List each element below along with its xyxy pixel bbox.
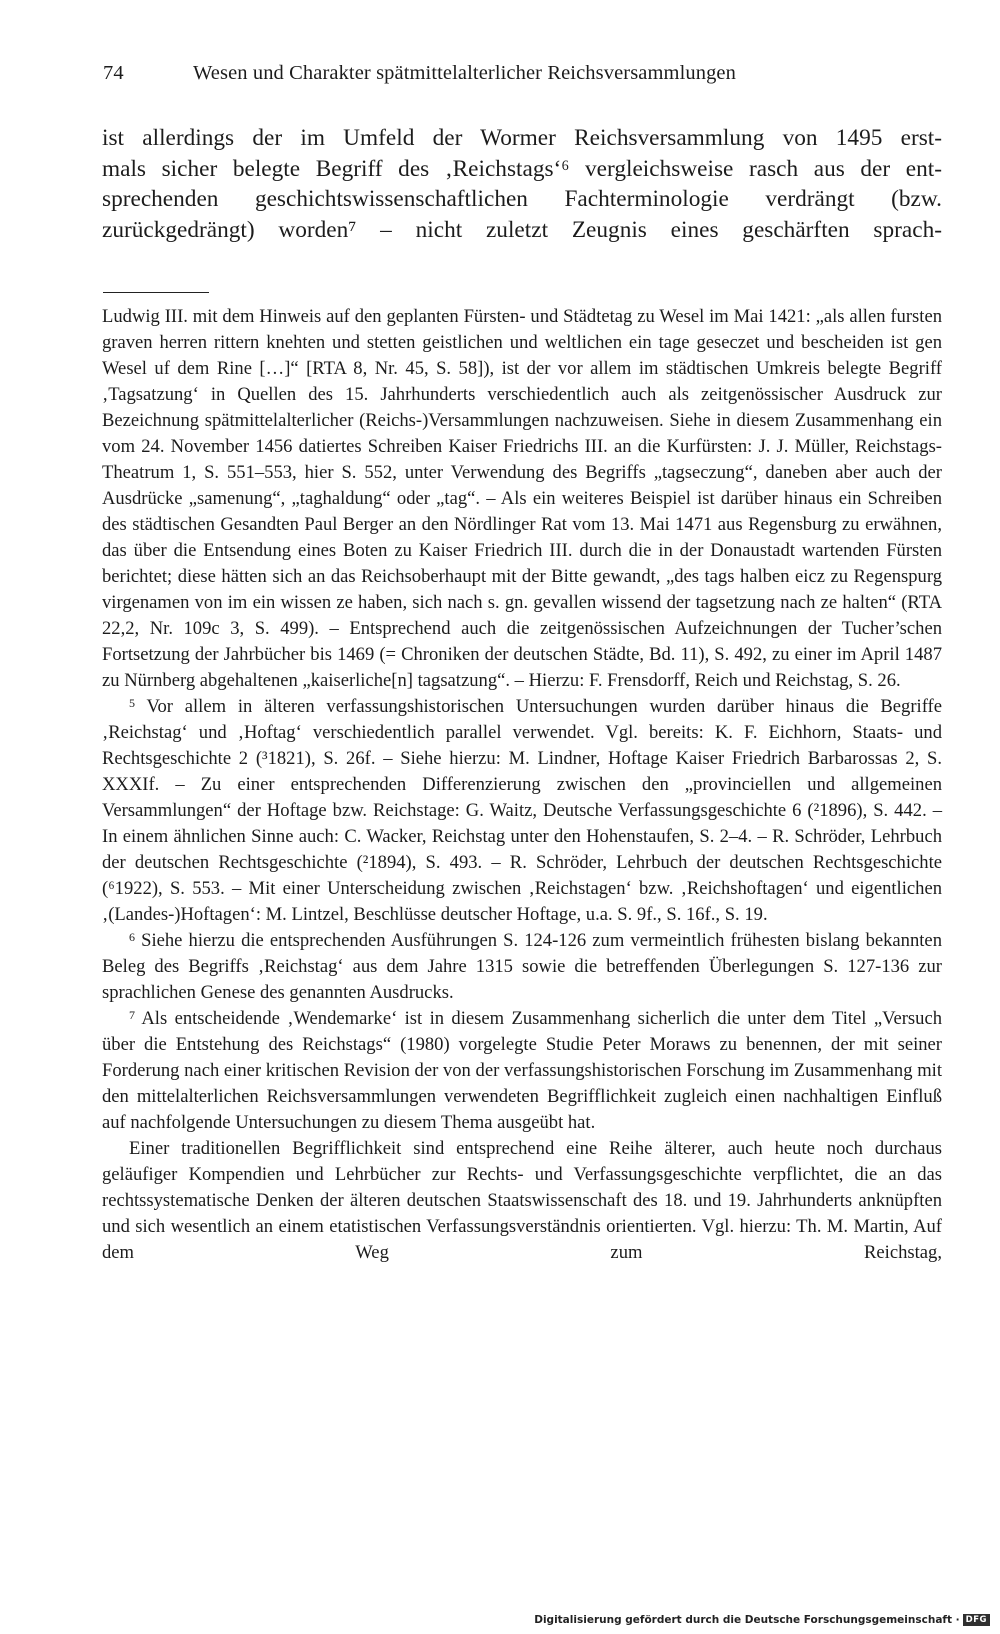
page-number: 74	[103, 62, 124, 84]
credit-text: Digitalisierung gefördert durch die Deutsche Forschungsgemeinschaft ·	[534, 1614, 960, 1626]
footnote-marker: 6	[129, 930, 135, 944]
footnote-marker: 7	[129, 1008, 135, 1022]
dfg-logo: DFG	[963, 1614, 990, 1626]
footnote-text: Vor allem in älteren verfassungshistorischen Untersuchungen wurden darüber hinaus die Begriffe ‚Reichstag‘ und ‚Hoftag‘ verschiedentlich parallel verwendet. Vgl. bereits: K. F. Eichhorn, Staats- und Rechtsgeschichte 2 (³1821), S. 26f. – Siehe hierzu: M. Lindner, Hoftage Kaiser Friedrich Barbarossas 2, S. XXXIf. – Zu einer entsprechenden Differenzierung zwischen den „provinciellen und allgemeinen Versammlungen“ der Hoftage bzw. Reichstage: G. Waitz, Deutsche Verfassungsgeschichte 6 (²1896), S. 442. – In einem ähnlichen Sinne auch: C. Wacker, Reichstag unter den Hohenstaufen, S. 2–4. – R. Schröder, Lehrbuch der deutschen Rechtsgeschichte (²1894), S. 493. – R. Schröder, Lehrbuch der deutschen Rechtsgeschichte (⁶1922), S. 553. – Mit einer Unterscheidung zwischen ‚Reichstagen‘ bzw. ‚Reichshoftagen‘ und eigentlichen ‚(Landes-)Hoftagen‘: M. Lintzel, Beschlüsse deutscher Hoftage, u.a. S. 9f., S. 16f., S. 19.	[102, 696, 943, 925]
footnote-marker: 5	[129, 696, 135, 710]
body-line: ist allerdings der im Umfeld der Wormer Reichsversammlung von 1495 erst-	[102, 125, 942, 151]
running-header	[103, 62, 858, 85]
footnote-text: Als entscheidende ‚Wendemarke‘ ist in diesem Zusammenhang sicherlich die unter dem Titel „Versuch über die Entstehung des Reichstags“ (1980) vorgelegte Studie Peter Moraws zu benennen, der mit seiner Forderung nach einer kritischen Revision der von der verfassungshistorischen Forschung im Zusammenhang mit den mittelalterlichen Reichsversammlungen verwendeten Begrifflichkeit zugleich einen nachhaltigen Einfluß auf nachfolgende Untersuchungen zu diesem Thema ausgeübt hat.	[102, 1008, 942, 1133]
footnote-5	[102, 694, 942, 928]
footnote-6	[102, 928, 942, 1006]
footnote-7	[102, 1006, 942, 1136]
body-line: mals sicher belegte Begriff des ‚Reichstags‘⁶ vergleichsweise rasch aus der ent-	[102, 155, 942, 182]
footnote-7-continued: Einer traditionellen Begrifflichkeit sind entsprechend eine Reihe älterer, auch heute noch durchaus geläufiger Kompendien und Lehrbücher zur Rechts- und Verfassungsgeschichte verpflichtet, die an das rechtssystematische Denken der älteren deutschen Staatswissenschaft des 18. und 19. Jahrhunderts anknüpften und sich wesentlich an einem etatistischen Verfassungsverständnis orientierten. Vgl. hierzu: Th. M. Martin, Auf dem Weg zum Reichstag,	[102, 1138, 942, 1263]
body-line: zurückgedrängt) worden⁷ – nicht zuletzt Zeugnis eines geschärften sprach-	[102, 216, 942, 243]
footnotes	[102, 304, 942, 1266]
running-title: Wesen und Charakter spätmittelalterlicher Reichsversammlungen	[193, 62, 736, 84]
footnote-text: Siehe hierzu die entsprechenden Ausführungen S. 124-126 zum vermeintlich frühesten bislang bekannten Beleg des Begriffs ‚Reichstag‘ aus dem Jahre 1315 sowie die betreffenden Überlegungen S. 127-136 zur sprachlichen Genese des genannten Ausdrucks.	[102, 930, 942, 1003]
body-line: sprechenden geschichtswissenschaftlichen Fachterminologie verdrängt (bzw.	[102, 186, 942, 212]
body-text	[102, 123, 942, 245]
footnote-divider	[103, 292, 209, 293]
digitization-credit	[534, 1614, 990, 1626]
footnote-continued: Ludwig III. mit dem Hinweis auf den geplanten Fürsten- und Städtetag zu Wesel im Mai 1421: „als allen fursten graven herren rittern knehten und stetten geistlichen und weltlichen ein tage geseczet und bescheiden ist gen Wesel uf dem Rine […]“ [RTA 8, Nr. 45, S. 58]), ist der vor allem im städtischen Umkreis belegte Begriff ‚Tagsatzung‘ in Quellen des 15. Jahrhunderts verschiedentlich auch als zeitgenössischer Ausdruck zur Bezeichnung spätmittelalterlicher (Reichs-)Versammlungen nachzuweisen. Siehe in diesem Zusammenhang ein vom 24. November 1456 datiertes Schreiben Kaiser Friedrichs III. an die Kurfürsten: J. J. Müller, Reichstags-Theatrum 1, S. 551–553, hier S. 552, unter Verwendung des Begriffs „tagseczung“, daneben aber auch der Ausdrücke „samenung“, „taghaldung“ oder „tag“. – Als ein weiteres Beispiel ist darüber hinaus ein Schreiben des städtischen Gesandten Paul Berger an den Nördlinger Rat vom 13. Mai 1471 aus Regensburg zu erwähnen, das über die Entsendung eines Boten zu Kaiser Friedrich III. durch die in der Donaustadt wartenden Fürsten berichtet; diese hätten sich an das Reichsoberhaupt mit der Bitte gewandt, „des tags halben eicz zu Regenspurg virgenamen von im ein wissen ze haben, sich nach s. gn. gevallen wissend der tagsetzung nach ze halten“ (RTA 22,2, Nr. 109c 3, S. 499). – Entsprechend auch die zeitgenössischen Aufzeichnungen der Tucher’schen Fortsetzung der Jahrbücher bis 1469 (= Chroniken der deutschen Städte, Bd. 11), S. 492, zu einer im April 1487 zu Nürnberg abgehaltenen „kaiserliche[n] tagsatzung“. – Hierzu: F. Frensdorff, Reich und Reichstag, S. 26.	[102, 306, 942, 691]
